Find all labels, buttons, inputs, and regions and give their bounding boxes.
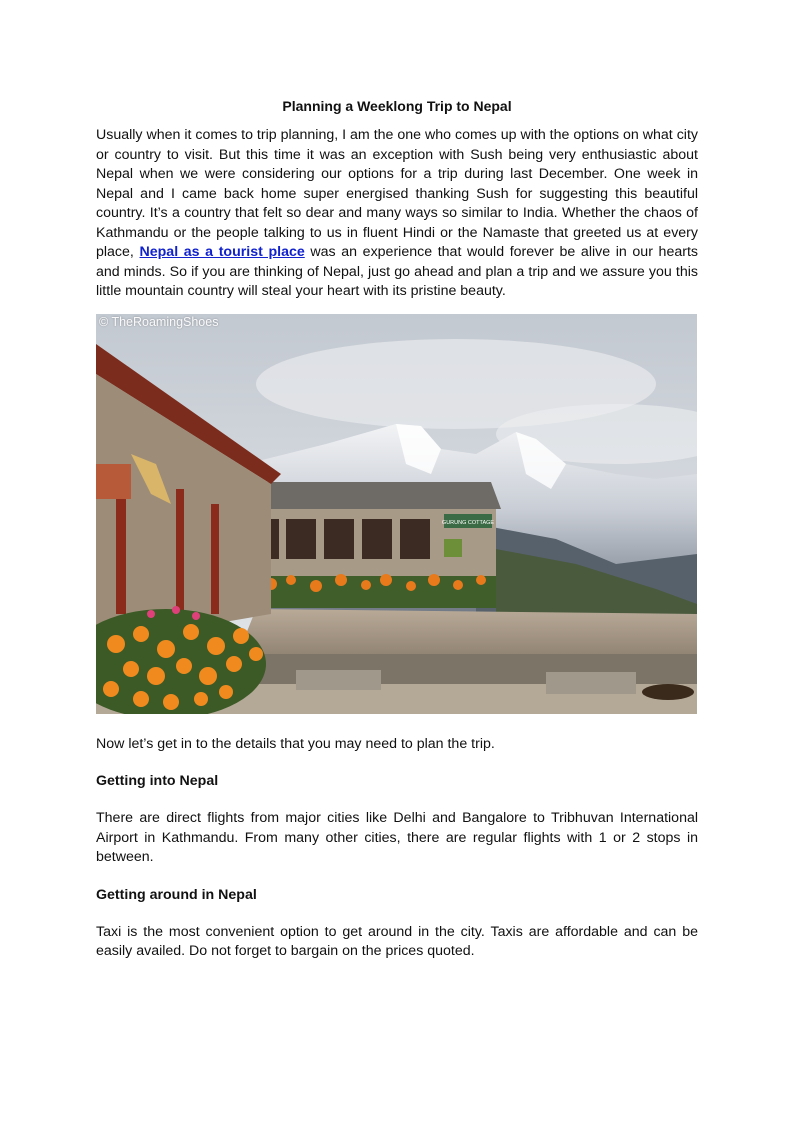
intro-text-end: was an experience that would forever be alive in our hearts and minds. So if you are thinking of Nepal, just go ahead and plan a trip and we assure you this little mountain country will steal your heart with its pristine beauty.	[96, 244, 698, 299]
section-body-getting-into-nepal: There are direct flights from major cities like Delhi and Bangalore to Tribhuvan International Airport in Kathmandu. From many other cities, there are regular flights with 1 or 2 stops in between.	[96, 810, 698, 865]
document-page	[96, 96, 698, 962]
section-heading-getting-around-nepal: Getting around in Nepal	[96, 886, 257, 903]
section-heading-getting-into-nepal: Getting into Nepal	[96, 773, 219, 789]
cottage-sign-text: GURUNG COTTAGE	[441, 519, 495, 526]
intro-paragraph	[96, 126, 698, 302]
document-title: Planning a Weeklong Trip to Nepal	[282, 98, 512, 114]
intro-text-start: Usually when it comes to trip planning, I am the one who comes up with the options on what city or country to visit. But this time it was an exception with Sush being very enthusiastic about Nepal when we were considering our options for a trip during last December. One week in Nepal and I came back home super energised thanking Sush for suggesting this beautiful country. It’s a country that felt so dear and many ways so similar to India. Whether the chaos of Kathmandu or the people talking to us in fluent Hindi or the Namaste that greeted us at every place,	[96, 127, 698, 260]
mountain-cottage-illustration	[96, 314, 697, 714]
nepal-tourist-place-link[interactable]: Nepal as a tourist place	[139, 244, 305, 260]
transition-paragraph: Now let’s get in to the details that you may need to plan the trip.	[96, 735, 495, 752]
nepal-cottage-photo	[96, 314, 697, 714]
section-body-getting-around-nepal: Taxi is the most convenient option to get around in the city. Taxis are affordable and can be easily availed. Do not forget to bargain on the prices quoted.	[96, 923, 698, 959]
photo-watermark: © TheRoamingShoes	[99, 314, 219, 329]
